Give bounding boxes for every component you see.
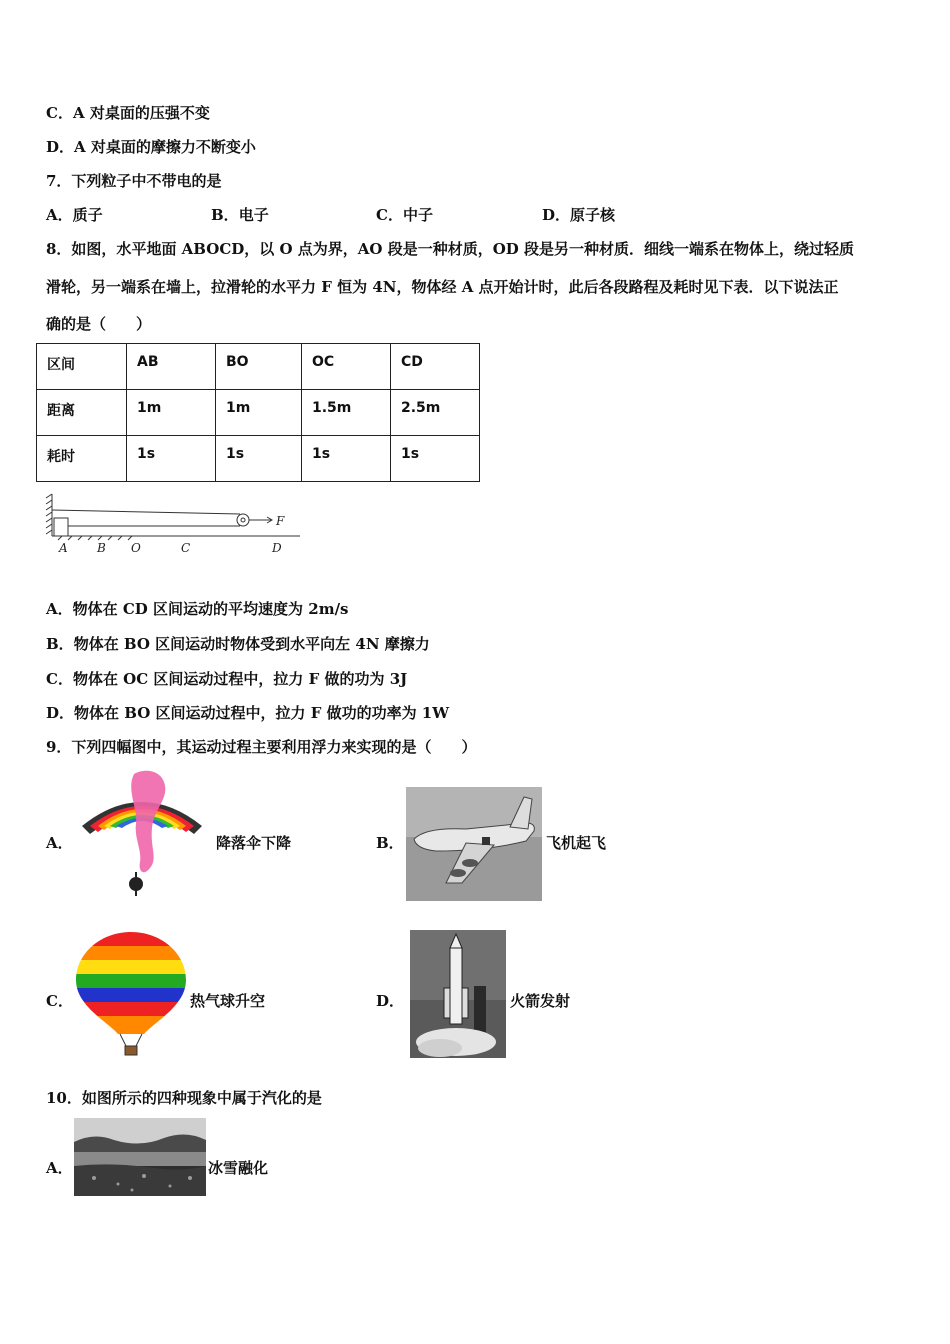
point-c-label: C — [181, 541, 191, 555]
table-cell: 2.5m — [391, 390, 480, 436]
q10-option-a-label: A． — [46, 1159, 73, 1177]
q7-stem: 7．下列粒子中不带电的是 — [46, 172, 222, 190]
option-text: 质子 — [72, 206, 103, 224]
q8-stem-line2: 滑轮，另一端系在墙上，拉滑轮的水平力 F 恒为 4N，物体经 A 点开始计时，此后各段路程及耗时见下表．以下说法正 — [46, 278, 839, 296]
q6-option-d — [46, 136, 256, 157]
q8-option-d — [46, 702, 449, 723]
melting-snow-image — [74, 1118, 206, 1196]
option-label: B． — [211, 206, 239, 224]
rocket-image — [410, 930, 506, 1058]
q8-stem-line3: 确的是（ ） — [46, 315, 152, 333]
option-text: 物体在 BO 区间运动时物体受到水平向左 4N 摩擦力 — [73, 635, 430, 653]
table-row — [37, 436, 480, 482]
q10-option-a-caption: 冰雪融化 — [208, 1159, 269, 1177]
option-label: D． — [542, 206, 571, 224]
option-label: C． — [46, 670, 73, 688]
table-cell: 1m — [216, 390, 302, 436]
q8-data-table — [36, 343, 480, 482]
block — [54, 518, 68, 536]
table-cell: 耗时 — [37, 436, 127, 482]
force-f-label: F — [276, 514, 285, 528]
table-cell: 1s — [127, 436, 216, 482]
hot-air-balloon-image — [74, 930, 188, 1060]
table-cell: OC — [302, 344, 391, 390]
point-o-label: O — [131, 541, 141, 555]
q7-option-c — [376, 204, 433, 225]
option-label: A． — [46, 600, 73, 618]
option-text: 中子 — [402, 206, 433, 224]
table-cell: AB — [127, 344, 216, 390]
q9-stem: 9．下列四幅图中，其运动过程主要利用浮力来实现的是（ ） — [46, 738, 477, 756]
parachute-image — [74, 768, 210, 904]
table-cell: 1.5m — [302, 390, 391, 436]
option-text: 原子核 — [570, 206, 616, 224]
rope-upper — [52, 510, 240, 514]
q6-option-c — [46, 102, 210, 123]
q8-stem-line1: 8．如图，水平地面 ABOCD，以 O 点为界，AO 段是一种材质，OD 段是另一种材质．细线一端系在物体上，绕过轻质 — [46, 240, 855, 258]
q7-option-a — [46, 204, 103, 225]
table-cell: CD — [391, 344, 480, 390]
q8-option-c — [46, 668, 407, 689]
option-text: 电子 — [238, 206, 269, 224]
q8-option-a — [46, 598, 349, 619]
option-text: A 对桌面的压强不变 — [72, 104, 210, 122]
q9-option-c-caption: 热气球升空 — [190, 992, 266, 1010]
option-text: 物体在 BO 区间运动过程中，拉力 F 做功的功率为 1W — [74, 704, 450, 722]
q9-option-a-caption: 降落伞下降 — [216, 834, 292, 852]
table-cell: BO — [216, 344, 302, 390]
point-b-label: B — [97, 541, 106, 555]
q9-option-b-caption: 飞机起飞 — [546, 834, 607, 852]
point-a-label: A — [59, 541, 68, 555]
option-label: D． — [46, 138, 75, 156]
table-cell: 距离 — [37, 390, 127, 436]
q9-option-c-label: C． — [46, 992, 73, 1010]
table-cell: 1m — [127, 390, 216, 436]
table-cell: 1s — [302, 436, 391, 482]
table-cell: 1s — [216, 436, 302, 482]
q9-option-d-caption: 火箭发射 — [510, 992, 571, 1010]
table-cell: 区间 — [37, 344, 127, 390]
option-label: B． — [46, 635, 74, 653]
table-cell: 1s — [391, 436, 480, 482]
option-text: A 对桌面的摩擦力不断变小 — [74, 138, 256, 156]
q8-pulley-diagram — [40, 490, 310, 560]
table-row — [37, 390, 480, 436]
airplane-image — [406, 787, 542, 901]
q9-option-a-label: A． — [46, 834, 73, 852]
q7-option-b — [211, 204, 269, 225]
q8-option-b — [46, 633, 430, 654]
option-label: C． — [46, 104, 73, 122]
option-label: C． — [376, 206, 403, 224]
q9-option-b-label: B． — [376, 834, 404, 852]
q9-option-d-label: D． — [376, 992, 405, 1010]
q10-stem: 10．如图所示的四种现象中属于汽化的是 — [46, 1089, 322, 1107]
option-label: A． — [46, 206, 73, 224]
option-label: D． — [46, 704, 75, 722]
q7-option-d — [542, 204, 615, 225]
point-d-label: D — [272, 541, 282, 555]
option-text: 物体在 CD 区间运动的平均速度为 2m/s — [72, 600, 349, 618]
table-row — [37, 344, 480, 390]
option-text: 物体在 OC 区间运动过程中，拉力 F 做的功为 3J — [72, 670, 408, 688]
pulley — [237, 514, 249, 526]
